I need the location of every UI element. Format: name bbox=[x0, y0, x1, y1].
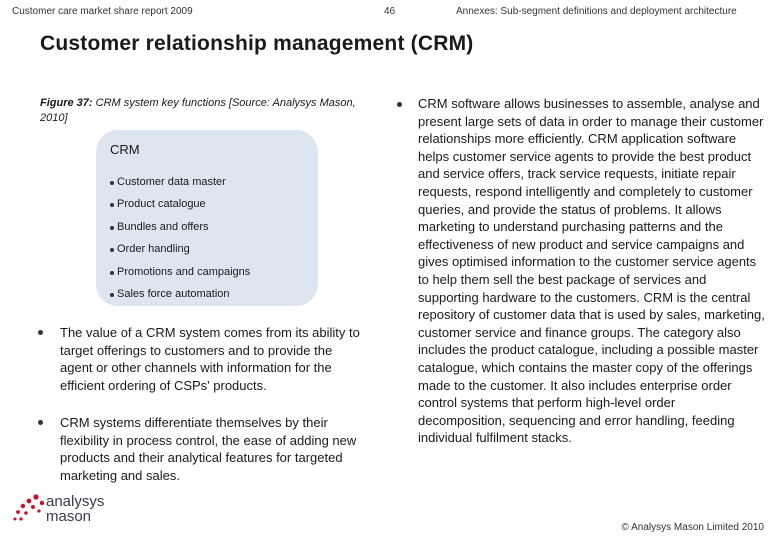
crm-description-paragraph: CRM software allows businesses to assemble, analyse and present large sets of data in order to manage their customer relationships more efficiently. CRM application software helps customer service agents to provide the best product and service offers, track service requests, initiate repair requests, respond intelligently and completely to customer queries, and provide the status of problems. It allows marketing to understand purchasing patterns and the effectiveness of new product and service campaigns and gives optimised information to the customer service agents to help them sell the best package of services and supporting hardware to the customers. CRM is the central repository of customer data that is used by sales, marketing, customer service and finance groups. The category also includes the product catalogue, including a possible master catalogue, which contains the master copy of the offerings made to the customer. It also includes enterprise order control systems that perform high-level order decomposition, sequencing and error handling, feeding individual fulfilment stacks. bbox=[418, 96, 765, 446]
crm-function-item bbox=[110, 288, 250, 310]
header-report-title: Customer care market share report 2009 bbox=[12, 6, 193, 17]
header-section-title: Annexes: Sub-segment definitions and deployment architecture bbox=[456, 6, 737, 17]
copyright-footer: © Analysys Mason Limited 2010 bbox=[621, 522, 764, 533]
figure-caption bbox=[40, 96, 370, 127]
left-bullet-text: The value of a CRM system comes from its ability to target offerings to customers and to provide the agent or other channels with information for the efficient ordering of CSPs' products. bbox=[60, 325, 360, 393]
crm-functions-box bbox=[96, 130, 318, 306]
left-bullet-list bbox=[38, 324, 368, 504]
page-number: 46 bbox=[384, 6, 396, 17]
bullet-icon bbox=[110, 181, 114, 185]
crm-function-label: Sales force automation bbox=[117, 287, 230, 300]
crm-functions-list bbox=[110, 176, 250, 310]
crm-function-label: Order handling bbox=[117, 243, 190, 256]
figure-label: Figure 37: bbox=[40, 97, 93, 109]
bullet-icon bbox=[38, 330, 43, 335]
logo-line-2: mason bbox=[46, 508, 92, 525]
crm-function-item bbox=[110, 266, 250, 288]
bullet-icon bbox=[110, 203, 114, 207]
left-bullet-item bbox=[38, 414, 368, 484]
crm-function-item bbox=[110, 221, 250, 243]
crm-box-title: CRM bbox=[110, 142, 140, 157]
crm-function-item bbox=[110, 176, 250, 198]
crm-function-label: Bundles and offers bbox=[117, 220, 209, 233]
logo-line-1: analysys bbox=[46, 493, 105, 510]
crm-function-label: Customer data master bbox=[117, 176, 226, 188]
bullet-icon bbox=[110, 226, 114, 230]
page-title: Customer relationship management (CRM) bbox=[40, 32, 474, 55]
bullet-icon bbox=[110, 271, 114, 275]
bullet-icon bbox=[397, 102, 402, 107]
logo-wordmark bbox=[46, 494, 104, 524]
crm-function-label: Promotions and campaigns bbox=[117, 265, 251, 278]
left-bullet-item bbox=[38, 324, 368, 394]
crm-function-item bbox=[110, 198, 250, 220]
bullet-icon bbox=[110, 293, 114, 297]
bullet-icon bbox=[110, 248, 114, 252]
bullet-icon bbox=[38, 420, 43, 425]
crm-function-item bbox=[110, 243, 250, 265]
left-bullet-text: CRM systems differentiate themselves by their flexibility in process control, the ease of adding new products and their analytical features for targeted marketing and sales. bbox=[60, 415, 357, 483]
crm-function-label: Product catalogue bbox=[117, 198, 206, 211]
figure-caption-text: CRM system key functions [Source: Analysys Mason, 2010] bbox=[40, 97, 356, 125]
